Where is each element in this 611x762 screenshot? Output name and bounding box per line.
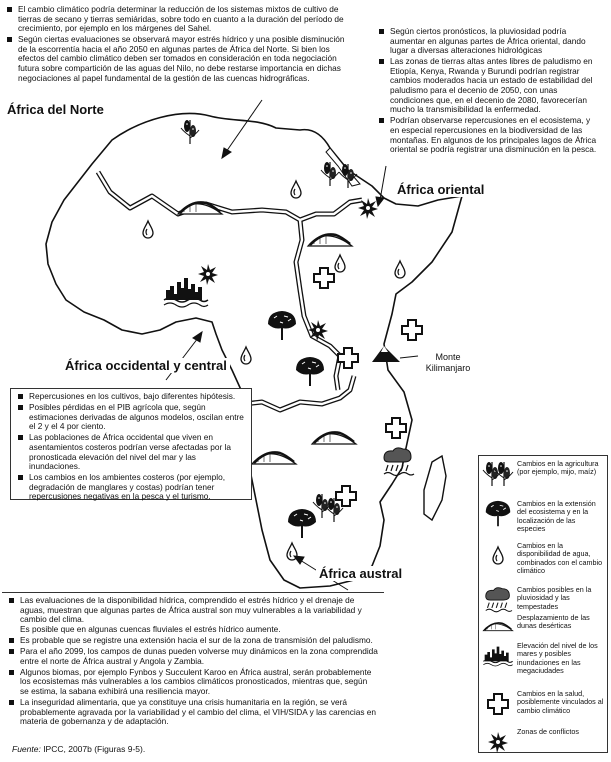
conflict-icon <box>482 728 514 756</box>
sea-level-icon <box>482 642 514 670</box>
southern-africa-notes <box>2 592 384 746</box>
south-note-1 <box>20 596 378 634</box>
kilimanjaro-label: Monte Kilimanjaro <box>425 352 471 373</box>
north-note-1: El cambio climático podría determinar la reducción de los sistemas mixtos de cultivo de tierras de secano y tierras semiáridas, sobre todo en cuanto a la duración del período de crecimiento, por ejemplo en los márgenes del Sahel. <box>18 5 356 34</box>
dune-icon <box>482 614 514 642</box>
west-note-4: Los cambios en los ambientes costeros (por ejemplo, degradación de manglares y costas) podrían tener repercusiones negativas en la pesca y el turismo. <box>29 473 245 502</box>
source-note <box>12 744 145 754</box>
south-note-1-continuation: Es posible que en algunas cuencas fluviales el estrés hídrico aumente. <box>20 623 281 634</box>
region-label-south: África austral <box>316 566 405 581</box>
south-note-1-text: Las evaluaciones de la disponibilidad hídrica, comprendido el estrés hídrico y el drenaje de aguas, muestran que algunas partes de África austral son muy vulnerables a la variabilidad y cambio del clima. <box>20 595 362 625</box>
west-central-africa-notes <box>10 388 252 500</box>
east-note-3: Podrían observarse repercusiones en el ecosistema, y en especial repercusiones en la biodiversidad de las montañas. En algunos de los principales lagos de África oriental se podría registrar una disminución en la pesca. <box>390 116 601 154</box>
storm-icon <box>482 586 514 614</box>
west-note-1: Repercusiones en los cultivos, bajo diferentes hipótesis. <box>29 392 245 402</box>
water-drop-icon <box>482 542 514 570</box>
south-note-3: Para el año 2099, los campos de dunas pueden volverse muy dinámicos en la zona comprendida entre el norte de África austral y Angola y Zambia. <box>20 645 378 666</box>
east-note-2: Las zonas de tierras altas antes libres de paludismo en Etiopía, Kenya, Rwanda y Burundi podrían registrar cambios moderados hacia un estado de estabilidad del paludismo para el decenio de 2050, con unas condiciones que, en el decenio de 2080, favorecerían mucho la transmisibilidad la enfermedad. <box>390 57 601 115</box>
crop-icon <box>482 460 514 488</box>
west-note-3: Las poblaciones de África occidental que viven en asentamientos costeros podrían verse afectadas por la pronosticada elevación del nivel del mar y las inundaciones. <box>29 433 245 471</box>
region-label-north: África del Norte <box>4 102 107 117</box>
region-label-west-central: África occidental y central <box>62 358 230 373</box>
legend: Cambios en la agricultura (por ejemplo, mijo, maíz) Cambios en la extensión del ecosistema y en la localización de las especies Cambios en la disponibilidad de agua, combinados con el cambio climático Cambios posibles en la pluviosidad y las tempestades Desplazamiento de las dunas desérticas Elevación del nivel de los mares y posibles inundaciones en las megaciudades Cambios en la salud, posiblemente vinculados al cambio climático Zonas de conflictos <box>478 455 608 753</box>
east-note-1: Según ciertos pronósticos, la pluviosidad podría aumentar en algunas partes de África oriental, dando lugar a diversas alteraciones hidrológicas <box>390 27 601 56</box>
source-text: IPCC, 2007b (Figuras 9-5). <box>40 744 146 754</box>
south-note-4: Algunos biomas, por ejemplo Fynbos y Succulent Karoo en África austral, serán probablemente los ecosistemas más vulnerables a los cambios climáticos pronosticados, mientras que, según se estima, la sabana exhibirá una resiliencia mayor. <box>20 668 378 697</box>
east-africa-notes <box>372 24 607 164</box>
madagascar-outline <box>424 456 446 520</box>
south-note-5: La inseguridad alimentaria, que ya constituye una crisis humanitaria en la región, se verá probablemente agravada por la variabilidad y el cambio del clima, el VIH/SIDA y las carencias en materia de gobernanza y de adaptación. <box>20 696 377 727</box>
region-label-east: África oriental <box>394 182 487 197</box>
tree-icon <box>482 500 514 528</box>
west-note-2: Posibles pérdidas en el PIB agrícola que, según estimaciones derivadas de algunos modelos, oscilan entre el 2 y el 4 por ciento. <box>29 402 244 432</box>
south-note-2: Es probable que se registre una extensión hacia el sur de la zona de transmisión del paludismo. <box>20 636 378 646</box>
source-label: Fuente: <box>12 744 41 754</box>
health-cross-icon <box>482 690 514 718</box>
north-note-2: Según ciertas evaluaciones se observará mayor estrés hídrico y una posible disminución de la escorrentía hacia el año 2050 en algunas partes de África del Norte. Si bien los efectos del cambio climático deben ser tomados en consideración en toda negociación futura sobre compartición de las aguas del Nilo, no debe restarse importancia en dichas negociaciones al papel fundamental de la gestión de las cuencas hidrográficas. <box>18 35 356 83</box>
north-africa-notes <box>2 2 362 94</box>
